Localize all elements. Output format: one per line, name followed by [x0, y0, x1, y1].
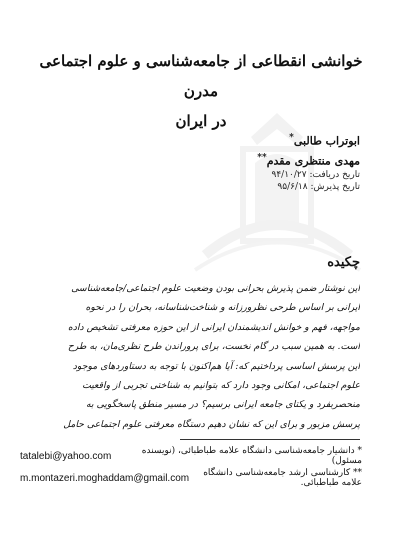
abstract-heading: چکیده	[327, 255, 360, 270]
footnote-divider	[180, 439, 360, 440]
footnote-2	[20, 468, 362, 488]
abstract-line: مواجهه، فهم و خوانش اندیشمندان ایرانی از این حوزه معرفتی تشخیص داده	[67, 321, 360, 333]
author-footnote-mark: **	[257, 152, 267, 163]
footnote-mark: *	[357, 446, 362, 456]
footnote-email[interactable]: tatalebi@yahoo.com	[20, 450, 112, 462]
author-1	[257, 130, 360, 150]
footnote-text	[111, 446, 362, 466]
footnote-affiliation: کارشناسی ارشد جامعه‌شناسی دانشگاه علامه طباطبائی.	[203, 468, 362, 488]
abstract-line: است. به همین سبب در گام نخست، برای پروراندن طرح نظری‌مان، به طرح	[67, 341, 360, 353]
footnote-1	[20, 446, 362, 466]
abstract-line: این پرسش اساسی پرداختیم که: آیا هم‌اکنون با توجه به دستاوردهای موجود	[72, 360, 360, 372]
paper-title	[20, 46, 382, 136]
footnote-mark: **	[353, 468, 362, 478]
footnote-email[interactable]: m.montazeri.moghaddam@gmail.com	[20, 472, 190, 484]
abstract-line: علوم اجتماعی، امکانی وجود دارد که بتوانیم به شناختی تجربی از واقعیت	[82, 380, 360, 392]
abstract-line: این نوشتار ضمن پذیرش بحرانی بودن وضعیت علوم اجتماعی/جامعه‌شناسی	[71, 283, 360, 294]
abstract-body	[45, 279, 360, 434]
title-line-1: خوانشی انقطاعی از جامعه‌شناسی و علوم اجتماعی مدرن	[39, 52, 363, 100]
footnote-affiliation: دانشیار جامعه‌شناسی دانشگاه علامه طباطبائی، (نویسنده مسئول)	[141, 446, 362, 466]
abstract-line: ایرانی بر اساس طرحی نظرورزانه و شناخت‌شناسانه، بحران را در نحوه	[85, 302, 360, 314]
author-2	[257, 150, 360, 170]
title-line-2: در ایران	[175, 112, 227, 130]
author-block	[257, 130, 360, 193]
abstract-line: پرسش مزبور و برای این که نشان دهیم دستگاه معرفتی علوم اجتماعی حامل	[63, 418, 360, 430]
received-date: تاریخ دریافت: ۹۴/۱۰/۲۷	[271, 170, 360, 181]
author-footnote-mark: *	[289, 133, 294, 143]
author-name: ابوتراب طالبی	[293, 134, 360, 148]
author-name: مهدی منتظری مقدم	[266, 154, 360, 168]
abstract-line: منحصربفرد و یکتای جامعه ایرانی برسیم؟ در مسیر منطق پاسخگویی به	[86, 399, 360, 411]
footnote-text	[189, 468, 362, 488]
accepted-date: تاریخ پذیرش: ۹۵/۶/۱۸	[277, 182, 360, 193]
